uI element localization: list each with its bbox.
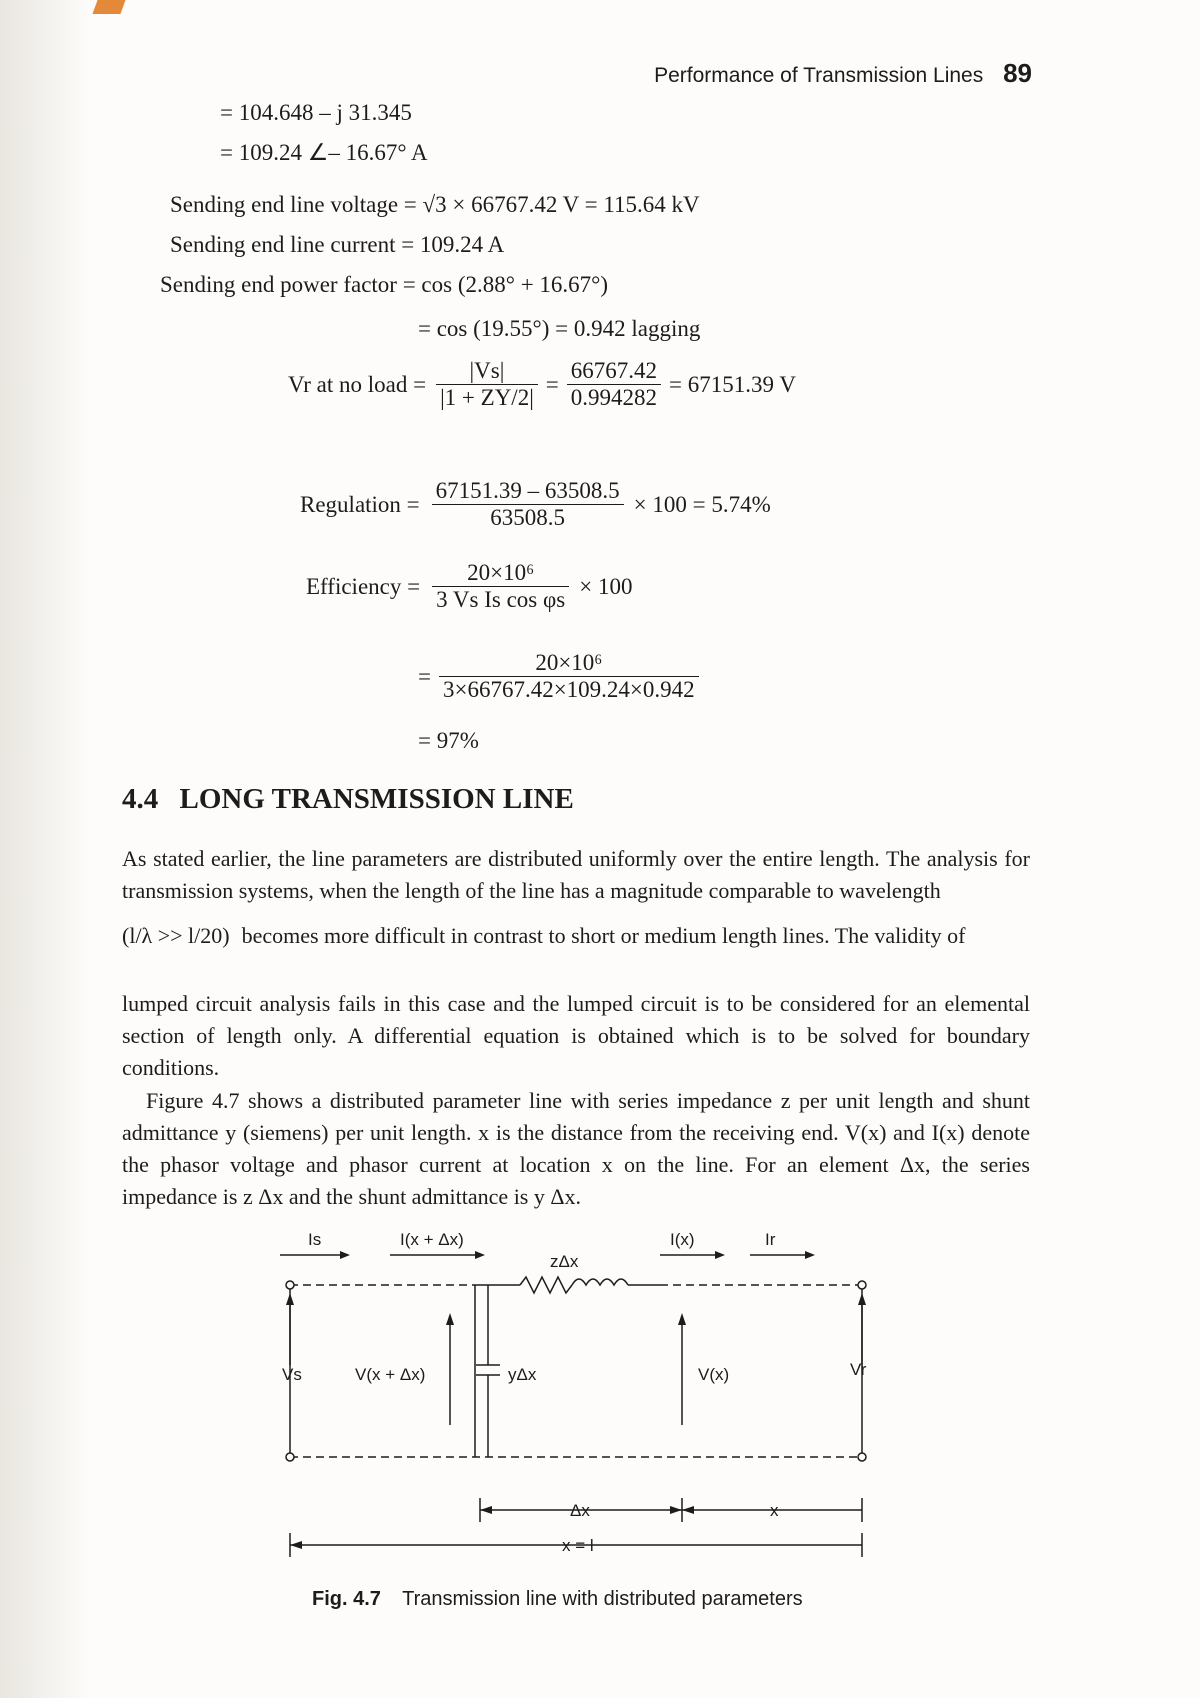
- paragraph-2: Figure 4.7 shows a distributed parameter line with series impedance z per unit length and shunt admittance y (siemens) per unit length. x is the distance from the receiving end. V(x) and I(x) denote the phasor voltage and phasor current at location x on the line. For an element Δx, the series impedance is z Δx and the shunt admittance is y Δx.: [122, 1088, 1030, 1209]
- vr-label: Vr at no load =: [288, 371, 427, 397]
- page-number: 89: [1003, 58, 1032, 88]
- label-ix: I(x): [670, 1230, 695, 1249]
- sending-pf: Sending end power factor = cos (2.88° + 16.67°): [160, 272, 609, 297]
- caption-text: Transmission line with distributed parameters: [402, 1588, 803, 1610]
- calc-line-2: = 109.24 ∠– 16.67° A: [220, 140, 428, 165]
- eff-num-2: 20×10⁶: [535, 650, 603, 675]
- reg-label: Regulation =: [300, 491, 420, 517]
- label-ydx: yΔx: [508, 1365, 537, 1384]
- vr-den-2: 0.994282: [567, 384, 661, 411]
- label-vs: Vs: [282, 1365, 302, 1384]
- running-header: [654, 58, 1032, 89]
- reg-den: 63508.5: [432, 504, 624, 531]
- regulation-equation: [300, 478, 771, 531]
- paragraph-1a: As stated earlier, the line parameters are distributed uniformly over the entire length. The analysis for transmission systems, when the length of the line has a magnitude comparable to wavelength: [122, 846, 1030, 903]
- wavelength-formula: (l/λ >> l/20): [122, 923, 230, 948]
- pf-result: = cos (19.55°) = 0.942 lagging: [418, 316, 701, 341]
- efficiency-equation: [306, 560, 632, 613]
- label-vr: Vr: [850, 1360, 867, 1379]
- vr-equation: Vr at no load = $\frac{|Vs|}{|1 + ZY/2|}$ = $\frac{66767.42}{0.994282}$ = 67151.39 V: [288, 358, 796, 410]
- reg-fraction: [432, 478, 624, 531]
- page-shadow: [0, 0, 90, 1698]
- label-zdx: zΔx: [550, 1252, 579, 1271]
- paragraph-1b: becomes more difficult in contrast to short or medium length lines. The validity of: [241, 923, 966, 948]
- caption-number: Fig. 4.7: [312, 1588, 381, 1610]
- eff-fraction: [432, 560, 569, 613]
- label-is: Is: [308, 1230, 322, 1249]
- eff-fraction-2: [439, 650, 699, 703]
- paragraph-1-formula-line: [122, 920, 1030, 952]
- label-x-equals-l: x = l: [562, 1536, 594, 1555]
- eff-den-2: 3×66767.42×109.24×0.942: [439, 676, 699, 703]
- section-heading: [122, 783, 574, 816]
- vr-fraction-2: [567, 358, 661, 411]
- section-number: 4.4: [122, 783, 159, 815]
- eff-num: 20×10⁶: [467, 560, 535, 585]
- series-inductor-symbol: [572, 1279, 628, 1285]
- reg-result: × 100 = 5.74%: [633, 491, 771, 517]
- vr-result: = 67151.39 V: [669, 371, 796, 397]
- eff-mult: × 100: [579, 573, 633, 599]
- sending-current: Sending end line current = 109.24 A: [170, 232, 505, 257]
- series-resistor-symbol: [520, 1277, 572, 1293]
- vr-num: |Vs|: [469, 358, 505, 383]
- eff-label: Efficiency =: [306, 573, 421, 599]
- vr-num-2: 66767.42: [570, 358, 658, 383]
- sending-voltage: Sending end line voltage = √3 × 66767.42 V = 115.64 kV: [170, 192, 700, 217]
- eff-result: = 97%: [418, 728, 479, 753]
- label-ir: Ir: [765, 1230, 776, 1249]
- transmission-line-figure: [270, 1225, 900, 1565]
- label-vx: V(x): [698, 1365, 730, 1384]
- vr-fraction-1: [436, 358, 538, 411]
- label-i-xdx: I(x + Δx): [400, 1230, 464, 1249]
- paragraph-1c: lumped circuit analysis fails in this case and the lumped circuit is to be considered for an elemental section of length only. A differential equation is obtained which is to be solved for boundary conditions.: [122, 991, 1030, 1080]
- figure-caption: [312, 1588, 803, 1611]
- page-corner-mark: [92, 0, 125, 14]
- eff-den: 3 Vs Is cos φs: [432, 586, 569, 613]
- label-dx: Δx: [570, 1501, 590, 1520]
- label-v-xdx: V(x + Δx): [355, 1365, 426, 1384]
- vr-den: |1 + ZY/2|: [436, 384, 538, 411]
- efficiency-substitution: = $\frac{\text{20×10⁶}}{3\times 66767.42\times 109.24\times 0.942}$: [418, 650, 699, 703]
- calc-line-1: = 104.648 – j 31.345: [220, 100, 412, 125]
- section-title: LONG TRANSMISSION LINE: [179, 783, 574, 815]
- reg-num: 67151.39 – 63508.5: [435, 478, 620, 503]
- running-title: Performance of Transmission Lines: [654, 64, 984, 87]
- label-x: x: [770, 1501, 779, 1520]
